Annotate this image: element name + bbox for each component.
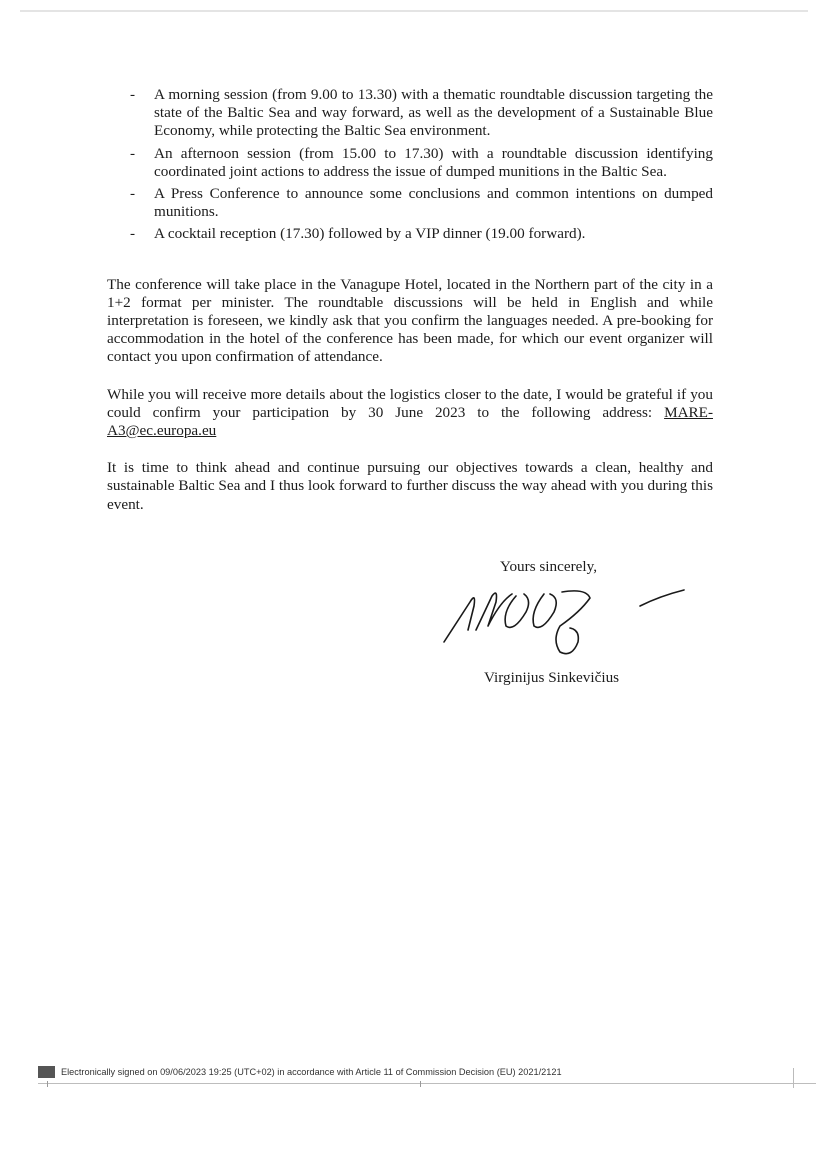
footer-rule [38, 1083, 816, 1084]
agenda-list [107, 86, 713, 244]
closing-paragraph: It is time to think ahead and continue pursuing our objectives towards a clean, healthy and sustainable Baltic Sea and I thus look forward to further discuss the way ahead with you during this event. [107, 459, 713, 513]
list-item [107, 145, 713, 181]
bullet-marker: - [130, 225, 136, 243]
esign-stamp-icon [38, 1066, 55, 1078]
bullet-marker: - [130, 144, 136, 162]
footer-tick [420, 1081, 421, 1087]
contact-email-link[interactable]: MARE-A3@ec.europa.eu [107, 403, 713, 440]
agenda-item-morning: A morning session (from 9.00 to 13.30) with a thematic roundtable discussion targeting the state of the Baltic Sea and way forward, as well as the development of a Sustainable Blue Economy, while protecting the Baltic Sea environment. [154, 86, 713, 140]
closing-salutation: Yours sincerely, [500, 558, 598, 575]
logistics-text: While you will receive more details about the logistics closer to the date, I would be grateful if you could confirm your participation by 30 June 2023 to the following address: [107, 385, 713, 421]
signer-name: Virginijus Sinkevičius [484, 669, 620, 686]
list-item [107, 225, 713, 243]
list-item [107, 86, 713, 141]
bullet-marker: - [130, 86, 136, 103]
agenda-item-press: A Press Conference to announce some conclusions and common intentions on dumped munitions. [154, 185, 713, 221]
agenda-item-afternoon: An afternoon session (from 15.00 to 17.30) with a roundtable discussion identifying coordinated joint actions to address the issue of dumped munitions in the Baltic Sea. [154, 144, 713, 180]
list-item [107, 185, 713, 221]
letter-body [107, 86, 713, 514]
footer-tick [793, 1068, 794, 1088]
bullet-marker: - [130, 185, 136, 203]
electronic-signature-notice [38, 1066, 562, 1078]
scan-edge-line [20, 10, 808, 12]
handwritten-signature [440, 582, 690, 662]
footer-tick [47, 1081, 48, 1087]
venue-paragraph: The conference will take place in the Vanagupe Hotel, located in the Northern part of the city in a 1+2 format per minister. The roundtable discussions will be held in English and while interpretation is foreseen, we kindly ask that you confirm the languages needed. A pre-booking for accommodation in the hotel of the conference has been made, for which our event organizer will contact you upon confirmation of attendance. [107, 275, 713, 366]
logistics-paragraph [107, 386, 713, 441]
agenda-item-reception: A cocktail reception (17.30) followed by a VIP dinner (19.00 forward). [154, 225, 586, 243]
esign-text: Electronically signed on 09/06/2023 19:25 (UTC+02) in accordance with Article 11 of Commission Decision (EU) 2021/2121 [61, 1067, 562, 1077]
